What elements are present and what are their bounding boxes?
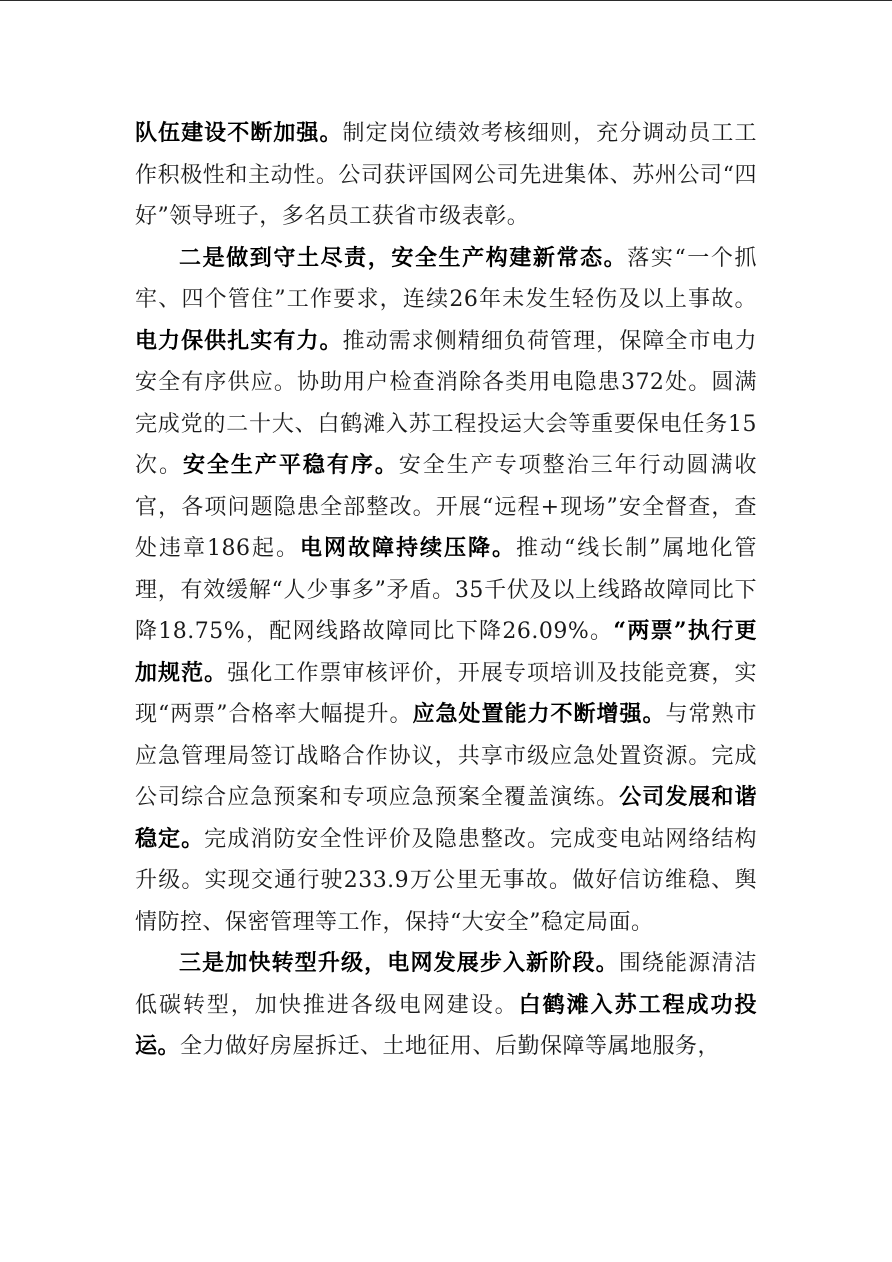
bold-heading: 白鹤滩入苏工程成功投运。 — [135, 991, 757, 1059]
body-text: 制定岗位绩效考核细则，充分调动员工工作积极性和主动性。公司获评国网公司先进集体、苏州公司“四好”领导班子，多名员工获省市级表彰。 — [135, 121, 757, 229]
bold-heading: “两票”执行更加规范。 — [135, 618, 757, 686]
body-text: 落实“一个抓牢、四个管住”工作要求，连续26年未发生轻伤及以上事故。 — [135, 245, 757, 312]
section-heading: 二是做到守土尽责，安全生产构建新常态。 — [179, 244, 628, 271]
paragraph-team-building — [135, 113, 757, 238]
bold-heading: 队伍建设不断加强。 — [135, 120, 343, 146]
body-text: 强化工作票审核评价，开展专项培训及技能竞赛，实现“两票”合格率大幅提升。 — [135, 660, 757, 727]
section-heading: 三是加快转型升级，电网发展步入新阶段。 — [179, 950, 619, 976]
body-text: 推动“线长制”属地化管理，有效缓解“人少事多”矛盾。35千伏及以上线路故障同比下降18.75%，配网线路故障同比下降26.09%。 — [135, 536, 757, 644]
bold-heading: 应急处置能力不断增强。 — [412, 701, 666, 727]
body-text: 围绕能源清洁低碳转型，加快推进各级电网建设。 — [135, 951, 757, 1018]
bold-heading: 电力保供扎实有力。 — [135, 327, 343, 354]
bold-heading: 电网故障持续压降。 — [300, 535, 516, 561]
document-body — [135, 113, 757, 1068]
bold-heading: 公司发展和谐稳定。 — [135, 784, 757, 852]
body-text: 安全生产专项整治三年行动圆满收官，各项问题隐患全部整改。开展“远程+现场”安全督查，查处违章186起。 — [135, 453, 757, 561]
paragraph-safety-production — [135, 238, 757, 944]
paragraph-grid-development — [135, 943, 757, 1068]
body-text: 完成消防安全性评价及隐患整改。完成变电站网络结构升级。实现交通行驶233.9万公里无事故。做好信访维稳、舆情防控、保密管理等工作，保持“大安全”稳定局面。 — [135, 826, 757, 935]
body-text: 全力做好房屋拆迁、土地征用、后勤保障等属地服务， — [180, 1034, 721, 1059]
body-text: 推动需求侧精细负荷管理，保障全市电力安全有序供应。协助用户检查消除各类用电隐患372处。圆满完成党的二十大、白鹤滩入苏工程投运大会等重要保电任务15次。 — [135, 328, 757, 478]
body-text: 与常熟市应急管理局签订战略合作协议，共享市级应急处置资源。完成公司综合应急预案和专项应急预案全覆盖演练。 — [135, 702, 757, 810]
bold-heading: 安全生产平稳有序。 — [182, 452, 399, 478]
